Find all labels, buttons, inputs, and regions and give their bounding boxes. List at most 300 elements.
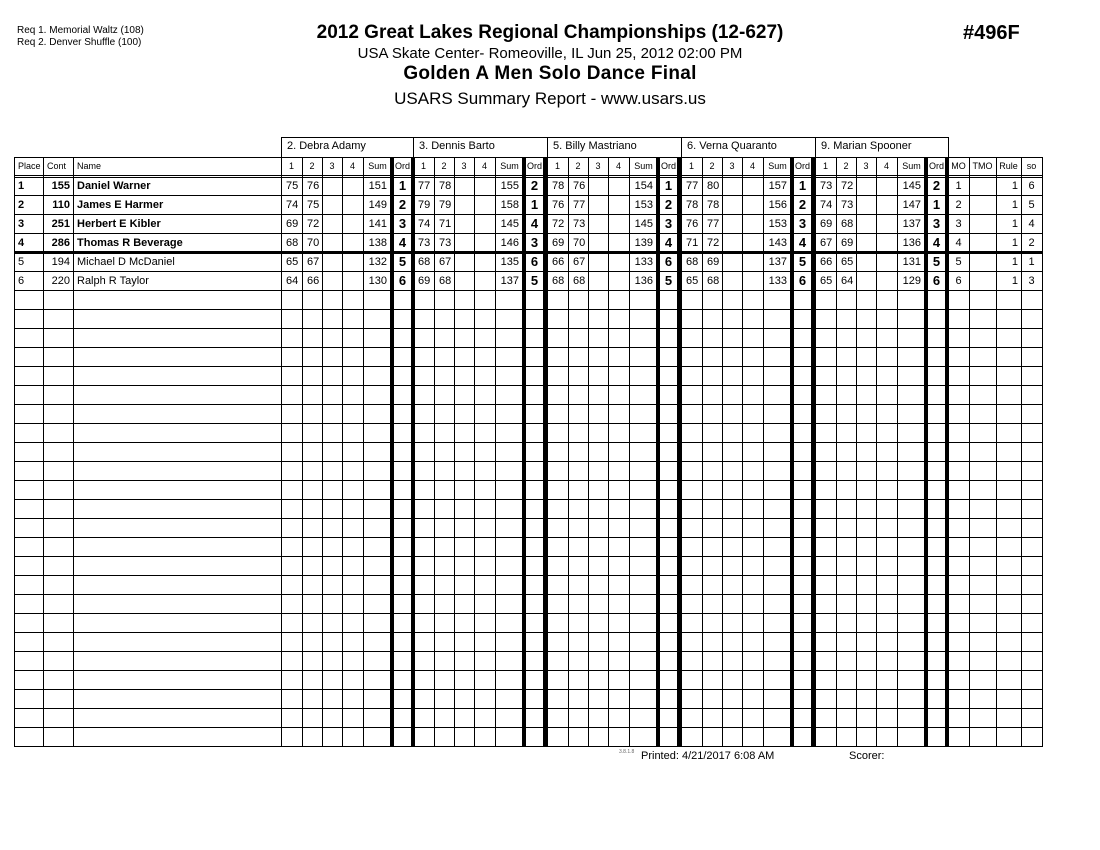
judge-1-score-4 — [343, 215, 364, 233]
so-cell: 2 — [1028, 237, 1035, 249]
column-header-judge-3-5: Ord — [660, 161, 676, 171]
event-name: Golden A Men Solo Dance Final — [403, 63, 697, 84]
judge-5-ordinal: 2 — [932, 178, 941, 193]
judge-5-ordinal: 6 — [932, 273, 941, 288]
judge-3-score-1: 76 — [552, 199, 565, 211]
judge-1-score-2: 75 — [307, 199, 320, 211]
judge-2-score-1: 73 — [418, 237, 431, 249]
judge-3-ordinal: 2 — [664, 197, 673, 212]
judge-4-score-2: 77 — [707, 218, 720, 230]
judge-2-score-1: 79 — [418, 199, 431, 211]
column-header-judge-3-2: 3 — [595, 161, 601, 171]
judge-4-score-3 — [723, 177, 743, 195]
so-cell: 4 — [1028, 218, 1035, 230]
cont-cell: 220 — [51, 275, 70, 287]
version-label: 3.8.1.8 — [619, 749, 635, 755]
judge-5-score-2: 73 — [841, 199, 854, 211]
judge-1-score-1: 75 — [286, 180, 299, 192]
judge-name: 6. Verna Quaranto — [687, 140, 777, 152]
place-cell: 2 — [18, 199, 25, 211]
column-header-judge-2-2: 3 — [461, 161, 467, 171]
judge-4-ordinal: 5 — [798, 254, 807, 269]
judge-3-score-3 — [589, 215, 609, 233]
judge-1-score-sum: 141 — [368, 218, 387, 230]
judge-3-score-2: 70 — [573, 237, 586, 249]
judge-4-score-2: 72 — [707, 237, 720, 249]
judge-5-score-1: 69 — [820, 218, 833, 230]
judge-3-score-3 — [589, 272, 609, 290]
judge-4-score-sum: 156 — [768, 199, 787, 211]
grid-line — [14, 404, 1042, 405]
judge-5-score-3 — [857, 177, 877, 195]
grid-line — [14, 461, 1042, 462]
judge-5-score-1: 74 — [820, 199, 833, 211]
judge-2-ordinal: 5 — [530, 273, 539, 288]
judge-2-score-2: 67 — [439, 256, 452, 268]
grid-line — [14, 385, 1042, 386]
judge-1-score-2: 66 — [307, 275, 320, 287]
judge-4-score-sum: 133 — [768, 275, 787, 287]
judge-3-score-4 — [609, 253, 630, 271]
judge-5-score-sum: 129 — [902, 275, 921, 287]
judge-3-score-2: 67 — [573, 256, 586, 268]
judge-2-score-2: 79 — [439, 199, 452, 211]
judge-1-score-1: 68 — [286, 237, 299, 249]
judge-5-score-2: 69 — [841, 237, 854, 249]
cont-cell: 251 — [51, 218, 70, 230]
column-header-judge-2-1: 2 — [441, 161, 447, 171]
grid-line — [14, 613, 1042, 614]
rule-cell: 1 — [1011, 180, 1018, 192]
tmo-cell — [969, 196, 996, 214]
judge-1-score-sum: 132 — [368, 256, 387, 268]
judge-3-ordinal: 6 — [664, 254, 673, 269]
judge-4-score-sum: 137 — [768, 256, 787, 268]
judge-4-score-1: 76 — [686, 218, 699, 230]
judge-1-ordinal: 3 — [398, 216, 407, 231]
column-header-judge-3-3: 4 — [615, 161, 621, 171]
judge-5-score-1: 65 — [820, 275, 833, 287]
judge-5-score-sum: 136 — [902, 237, 921, 249]
judge-3-score-1: 69 — [552, 237, 565, 249]
grid-line — [14, 175, 1042, 176]
so-cell: 6 — [1028, 180, 1035, 192]
judge-3-score-sum: 145 — [634, 218, 653, 230]
place-cell: 4 — [18, 237, 25, 249]
grid-line — [14, 689, 1042, 690]
judge-3-ordinal: 1 — [664, 178, 673, 193]
skater-name-cell: Daniel Warner — [77, 180, 151, 192]
column-header-name: Name — [77, 161, 102, 171]
judge-name: 2. Debra Adamy — [287, 140, 366, 152]
column-header-judge-5-4: Sum — [902, 161, 921, 171]
judge-5-score-2: 72 — [841, 180, 854, 192]
column-header-judge-1-2: 3 — [329, 161, 335, 171]
column-header-judge-5-5: Ord — [928, 161, 944, 171]
judge-5-ordinal: 1 — [932, 197, 941, 212]
grid-line — [14, 366, 1042, 367]
judge-2-score-sum: 137 — [500, 275, 519, 287]
judge-3-score-3 — [589, 234, 609, 252]
place-cell: 5 — [18, 256, 25, 268]
judge-3-score-1: 68 — [552, 275, 565, 287]
column-header-judge-5-3: 4 — [883, 161, 889, 171]
judge-2-score-3 — [455, 177, 475, 195]
skater-name-cell: James E Harmer — [77, 199, 164, 211]
judge-1-score-1: 69 — [286, 218, 299, 230]
mo-cell: 1 — [955, 180, 962, 192]
rule-cell: 1 — [1011, 256, 1018, 268]
judge-5-score-4 — [877, 177, 898, 195]
judge-5-score-3 — [857, 234, 877, 252]
judge-5-score-4 — [877, 253, 898, 271]
column-header-judge-5-2: 3 — [863, 161, 869, 171]
judge-3-score-1: 78 — [552, 180, 565, 192]
judge-5-ordinal: 5 — [932, 254, 941, 269]
judge-4-score-4 — [743, 234, 764, 252]
judge-1-score-1: 74 — [286, 199, 299, 211]
judge-2-score-2: 68 — [439, 275, 452, 287]
column-header-judge-4-1: 2 — [709, 161, 715, 171]
judge-4-score-2: 68 — [707, 275, 720, 287]
judge-2-score-4 — [475, 253, 496, 271]
judge-3-score-sum: 136 — [634, 275, 653, 287]
judge-1-ordinal: 1 — [398, 178, 407, 193]
grid-line — [14, 670, 1042, 671]
rule-cell: 1 — [1011, 218, 1018, 230]
judge-3-ordinal: 3 — [664, 216, 673, 231]
judge-3-ordinal: 4 — [664, 235, 673, 250]
skater-name-cell: Ralph R Taylor — [77, 275, 149, 287]
judge-2-score-1: 68 — [418, 256, 431, 268]
judge-1-score-sum: 151 — [368, 180, 387, 192]
judge-2-score-1: 74 — [418, 218, 431, 230]
judge-name: 5. Billy Mastriano — [553, 140, 637, 152]
grid-line — [14, 309, 1042, 310]
judge-1-ordinal: 5 — [398, 254, 407, 269]
grid-line — [14, 347, 1042, 348]
judge-4-score-sum: 143 — [768, 237, 787, 249]
judge-1-score-1: 65 — [286, 256, 299, 268]
venue-date: USA Skate Center- Romeoville, IL Jun 25, 2012 02:00 PM — [357, 45, 743, 62]
judge-5-score-4 — [877, 196, 898, 214]
judge-2-score-4 — [475, 196, 496, 214]
judge-5-score-sum: 145 — [902, 180, 921, 192]
column-header-judge-5-1: 2 — [843, 161, 849, 171]
judge-4-score-1: 78 — [686, 199, 699, 211]
place-cell: 6 — [18, 275, 25, 287]
judge-5-score-3 — [857, 215, 877, 233]
judge-3-score-sum: 139 — [634, 237, 653, 249]
judge-3-score-1: 72 — [552, 218, 565, 230]
judge-3-score-1: 66 — [552, 256, 565, 268]
judge-4-score-3 — [723, 234, 743, 252]
judge-4-score-3 — [723, 215, 743, 233]
skater-name-cell: Herbert E Kibler — [77, 218, 161, 230]
mo-cell: 4 — [955, 237, 962, 249]
column-header-cont: Cont — [47, 161, 67, 171]
mo-cell: 3 — [955, 218, 962, 230]
judge-2-score-4 — [475, 234, 496, 252]
scorer-label: Scorer: — [849, 750, 885, 762]
event-number: #496F — [963, 22, 1020, 44]
column-header-judge-2-3: 4 — [481, 161, 487, 171]
grid-line — [14, 632, 1042, 633]
judge-3-score-4 — [609, 196, 630, 214]
so-cell: 3 — [1028, 275, 1035, 287]
judge-4-ordinal: 4 — [798, 235, 807, 250]
grid-line — [14, 499, 1042, 500]
column-header-judge-2-5: Ord — [526, 161, 542, 171]
judge-2-score-sum: 158 — [500, 199, 519, 211]
column-header-judge-1-3: 4 — [349, 161, 355, 171]
judge-2-score-sum: 155 — [500, 180, 519, 192]
judge-3-score-2: 73 — [573, 218, 586, 230]
cont-cell: 286 — [51, 237, 70, 249]
judge-4-score-4 — [743, 177, 764, 195]
column-header-judge-4-3: 4 — [749, 161, 755, 171]
place-cell: 1 — [18, 180, 25, 192]
tmo-cell — [969, 272, 996, 290]
judge-2-score-4 — [475, 272, 496, 290]
judge-2-score-2: 71 — [439, 218, 452, 230]
column-header-judge-4-2: 3 — [729, 161, 735, 171]
judge-5-score-3 — [857, 272, 877, 290]
tmo-cell — [969, 177, 996, 195]
judge-1-score-sum: 138 — [368, 237, 387, 249]
judge-1-score-2: 76 — [307, 180, 320, 192]
grid-line — [14, 423, 1042, 424]
mo-cell: 2 — [955, 199, 962, 211]
column-header-judge-1-1: 2 — [309, 161, 315, 171]
cont-cell: 155 — [51, 180, 70, 192]
judge-3-score-3 — [589, 253, 609, 271]
judge-2-ordinal: 2 — [530, 178, 539, 193]
grid-line — [14, 518, 1042, 519]
judge-4-score-4 — [743, 272, 764, 290]
judge-1-score-1: 64 — [286, 275, 299, 287]
judge-1-score-3 — [323, 215, 343, 233]
judge-5-ordinal: 4 — [932, 235, 941, 250]
judge-4-ordinal: 2 — [798, 197, 807, 212]
judge-1-ordinal: 6 — [398, 273, 407, 288]
grid-line — [14, 727, 1042, 728]
judge-3-score-3 — [589, 177, 609, 195]
grid-line — [14, 442, 1042, 443]
judge-1-score-4 — [343, 234, 364, 252]
required-dance-1: Req 1. Memorial Waltz (108) — [17, 25, 144, 36]
judge-4-score-1: 68 — [686, 256, 699, 268]
tmo-cell — [969, 215, 996, 233]
judge-3-score-4 — [609, 272, 630, 290]
judge-5-score-sum: 137 — [902, 218, 921, 230]
judge-2-score-3 — [455, 234, 475, 252]
column-header-judge-1-0: 1 — [288, 161, 294, 171]
judge-3-score-4 — [609, 215, 630, 233]
tmo-cell — [969, 234, 996, 252]
judge-3-score-2: 68 — [573, 275, 586, 287]
report-subtitle: USARS Summary Report - www.usars.us — [394, 89, 706, 108]
judge-1-score-sum: 130 — [368, 275, 387, 287]
judge-3-score-4 — [609, 177, 630, 195]
judge-2-score-3 — [455, 253, 475, 271]
judge-4-score-4 — [743, 253, 764, 271]
judge-5-score-sum: 131 — [902, 256, 921, 268]
judge-2-score-2: 78 — [439, 180, 452, 192]
column-header-judge-2-0: 1 — [420, 161, 426, 171]
judge-1-ordinal: 4 — [398, 235, 407, 250]
judge-1-score-2: 70 — [307, 237, 320, 249]
judge-4-score-4 — [743, 196, 764, 214]
grid-line — [281, 137, 948, 138]
judge-5-score-2: 68 — [841, 218, 854, 230]
so-cell: 5 — [1028, 199, 1035, 211]
mo-cell: 6 — [955, 275, 962, 287]
column-header-tmo: TMO — [972, 161, 993, 171]
judge-2-ordinal: 3 — [530, 235, 539, 250]
judge-1-score-3 — [323, 253, 343, 271]
judge-5-score-3 — [857, 196, 877, 214]
judge-5-score-4 — [877, 234, 898, 252]
column-header-judge-4-0: 1 — [688, 161, 694, 171]
judge-1-score-3 — [323, 234, 343, 252]
grid-line — [14, 594, 1042, 595]
judge-4-score-3 — [723, 253, 743, 271]
grid-line — [14, 708, 1042, 709]
judge-4-ordinal: 6 — [798, 273, 807, 288]
judge-4-score-4 — [743, 215, 764, 233]
column-header-judge-2-4: Sum — [500, 161, 519, 171]
judge-4-score-sum: 153 — [768, 218, 787, 230]
judge-2-score-3 — [455, 196, 475, 214]
judge-4-score-3 — [723, 196, 743, 214]
judge-4-score-1: 65 — [686, 275, 699, 287]
grid-line — [14, 556, 1042, 557]
judge-5-score-sum: 147 — [902, 199, 921, 211]
judge-1-score-3 — [323, 177, 343, 195]
judge-5-score-2: 64 — [841, 275, 854, 287]
grid-line — [14, 575, 1042, 576]
judge-3-score-2: 77 — [573, 199, 586, 211]
judge-5-score-1: 67 — [820, 237, 833, 249]
judge-2-score-sum: 135 — [500, 256, 519, 268]
skater-name-cell: Michael D McDaniel — [77, 256, 175, 268]
judge-4-score-2: 69 — [707, 256, 720, 268]
column-header-judge-1-4: Sum — [368, 161, 387, 171]
judge-2-score-1: 69 — [418, 275, 431, 287]
judge-2-score-4 — [475, 215, 496, 233]
judge-1-score-4 — [343, 177, 364, 195]
grid-line — [14, 537, 1042, 538]
column-header-mo: MO — [951, 161, 966, 171]
column-header-judge-4-4: Sum — [768, 161, 787, 171]
judge-3-score-sum: 133 — [634, 256, 653, 268]
judge-1-score-2: 72 — [307, 218, 320, 230]
rule-cell: 1 — [1011, 237, 1018, 249]
so-cell: 1 — [1028, 256, 1035, 268]
column-header-judge-4-5: Ord — [794, 161, 810, 171]
judge-2-ordinal: 6 — [530, 254, 539, 269]
judge-1-ordinal: 2 — [398, 197, 407, 212]
judge-1-score-3 — [323, 272, 343, 290]
judge-4-score-1: 77 — [686, 180, 699, 192]
mo-cell: 5 — [955, 256, 962, 268]
judge-1-score-4 — [343, 253, 364, 271]
place-cell: 3 — [18, 218, 25, 230]
judge-5-score-1: 73 — [820, 180, 833, 192]
printed-timestamp: Printed: 4/21/2017 6:08 AM — [641, 750, 775, 762]
column-header-judge-1-5: Ord — [394, 161, 410, 171]
column-header-so: so — [1026, 161, 1037, 171]
judge-2-score-1: 77 — [418, 180, 431, 192]
judge-4-score-1: 71 — [686, 237, 699, 249]
rule-cell: 1 — [1011, 199, 1018, 211]
judge-1-score-3 — [323, 196, 343, 214]
judge-3-score-2: 76 — [573, 180, 586, 192]
judge-2-score-4 — [475, 177, 496, 195]
competition-title: 2012 Great Lakes Regional Championships (12-627) — [316, 22, 784, 43]
grid-line — [14, 746, 1042, 747]
judge-4-score-2: 80 — [707, 180, 720, 192]
judge-2-score-3 — [455, 215, 475, 233]
column-header-rule: Rule — [999, 161, 1018, 171]
grid-line — [14, 651, 1042, 652]
judge-1-score-sum: 149 — [368, 199, 387, 211]
column-header-judge-3-4: Sum — [634, 161, 653, 171]
grid-line — [14, 290, 1042, 291]
grid-line — [1042, 157, 1043, 747]
grid-line — [14, 157, 1042, 158]
column-header-judge-3-1: 2 — [575, 161, 581, 171]
judge-3-score-sum: 153 — [634, 199, 653, 211]
tmo-cell — [969, 253, 996, 271]
judge-3-score-sum: 154 — [634, 180, 653, 192]
judge-4-ordinal: 3 — [798, 216, 807, 231]
judge-5-score-2: 65 — [841, 256, 854, 268]
judge-1-score-4 — [343, 272, 364, 290]
grid-line — [14, 480, 1042, 481]
judge-5-ordinal: 3 — [932, 216, 941, 231]
judge-3-ordinal: 5 — [664, 273, 673, 288]
grid-line — [14, 328, 1042, 329]
cont-cell: 110 — [52, 199, 70, 211]
judge-4-score-3 — [723, 272, 743, 290]
judge-2-score-3 — [455, 272, 475, 290]
judge-2-score-sum: 146 — [500, 237, 519, 249]
judge-2-score-2: 73 — [439, 237, 452, 249]
cont-cell: 194 — [51, 256, 70, 268]
judge-1-score-4 — [343, 196, 364, 214]
rule-cell: 1 — [1011, 275, 1018, 287]
judge-5-score-1: 66 — [820, 256, 833, 268]
judge-3-score-3 — [589, 196, 609, 214]
column-header-judge-3-0: 1 — [554, 161, 560, 171]
judge-5-score-4 — [877, 272, 898, 290]
column-header-judge-5-0: 1 — [822, 161, 828, 171]
judge-2-score-sum: 145 — [500, 218, 519, 230]
skater-name-cell: Thomas R Beverage — [77, 237, 183, 249]
column-header-place: Place — [18, 161, 41, 171]
judge-2-ordinal: 1 — [530, 197, 539, 212]
judge-name: 9. Marian Spooner — [821, 140, 912, 152]
judge-3-score-4 — [609, 234, 630, 252]
judge-4-ordinal: 1 — [798, 178, 807, 193]
judge-5-score-4 — [877, 215, 898, 233]
judge-4-score-sum: 157 — [768, 180, 787, 192]
judge-1-score-2: 67 — [307, 256, 320, 268]
judge-5-score-3 — [857, 253, 877, 271]
judge-2-ordinal: 4 — [530, 216, 539, 231]
